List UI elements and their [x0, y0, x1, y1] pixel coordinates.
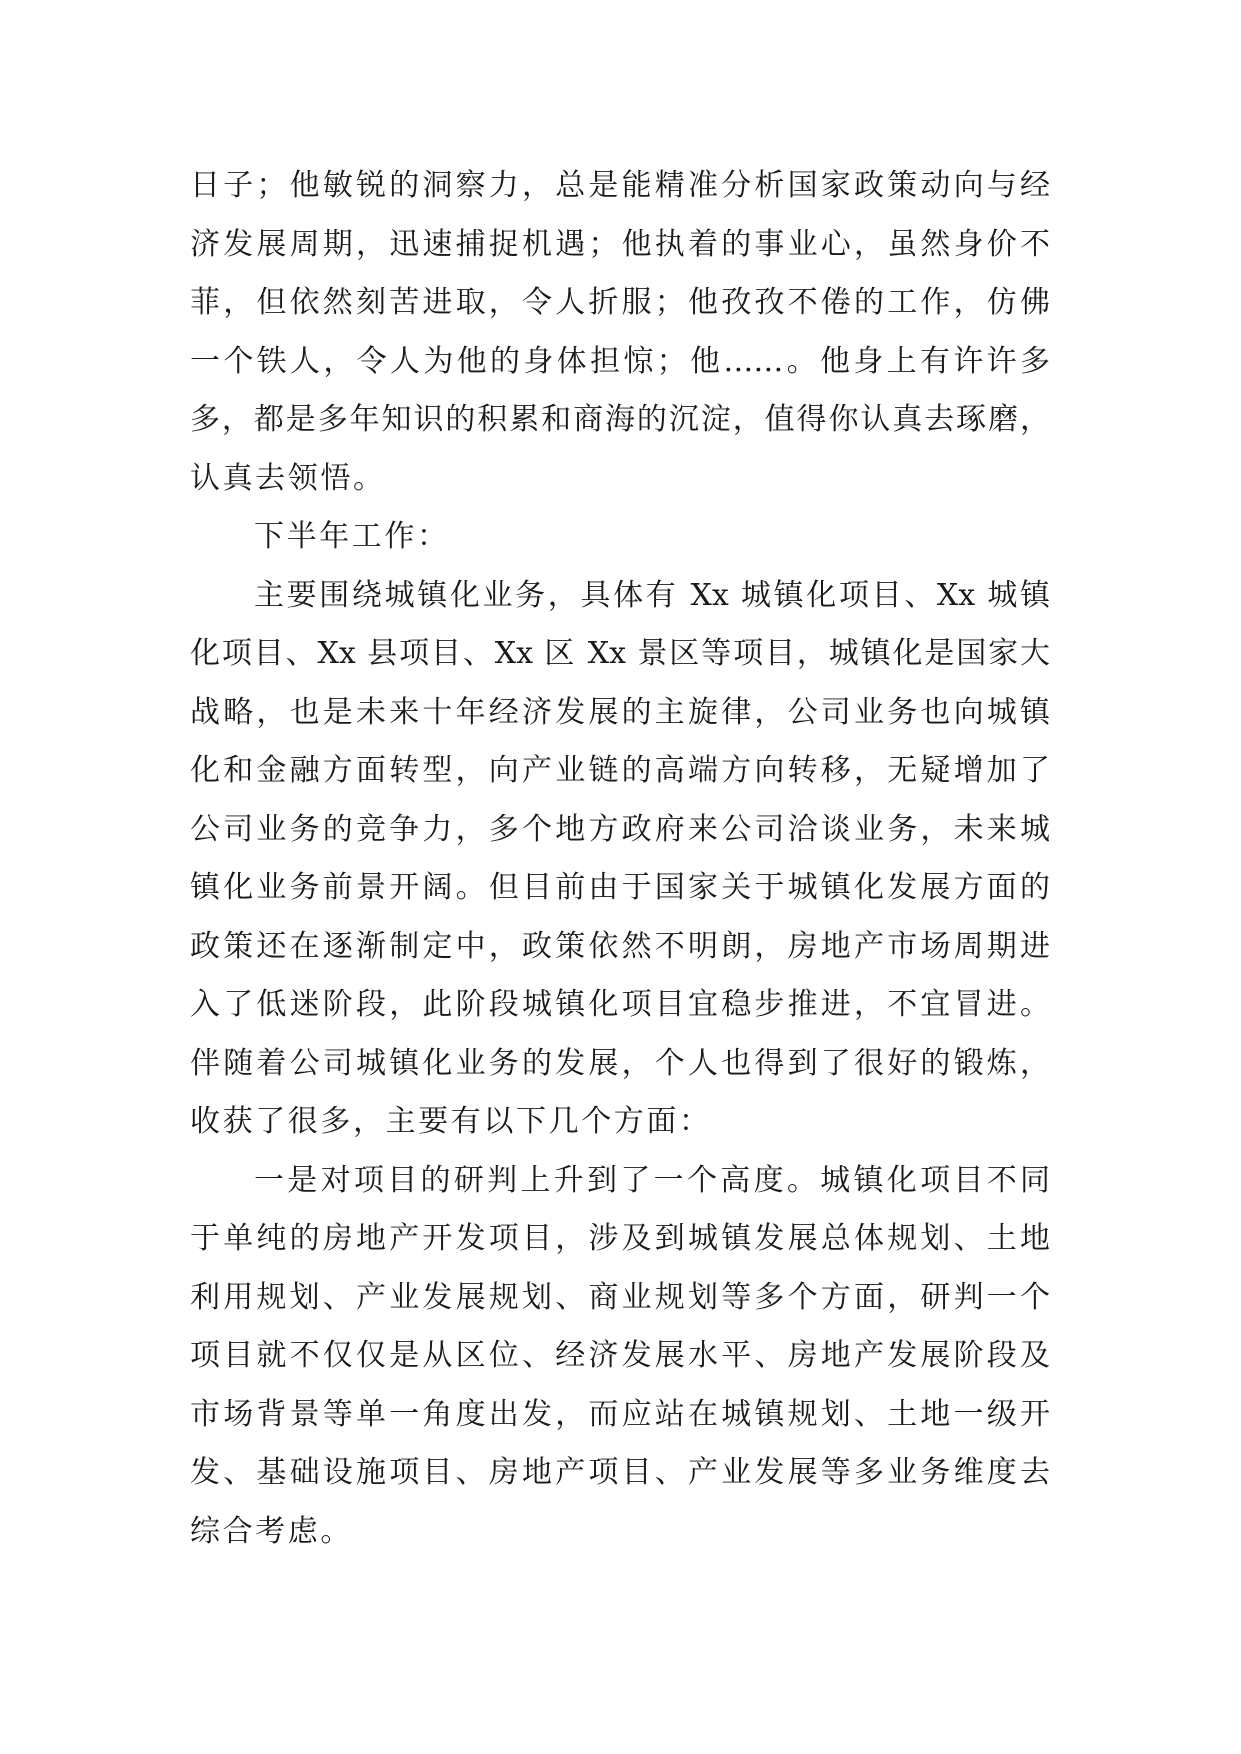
text-line: 公司业务的竞争力，多个地方政府来公司洽谈业务，未来城: [190, 811, 1050, 847]
text-line: 济发展周期，迅速捕捉机遇；他执着的事业心，虽然身价不: [190, 226, 1050, 262]
text-line: 收获了很多，主要有以下几个方面：: [190, 1104, 712, 1139]
text-line: 项目就不仅仅是从区位、经济发展水平、房地产发展阶段及: [190, 1338, 1050, 1373]
text-line: 化和金融方面转型，向产业链的高端方向转移，无疑增加了: [190, 753, 1050, 788]
text-line: 化项目、Xx 县项目、Xx 区 Xx 景区等项目，城镇化是国家大: [190, 636, 1050, 671]
text-line: 菲，但依然刻苦进取，令人折服；他孜孜不倦的工作，仿佛: [190, 285, 1050, 320]
text-line: 市场背景等单一角度出发，而应站在城镇规划、土地一级开: [190, 1396, 1050, 1432]
paragraph: [190, 157, 1050, 508]
text-line: 综合考虑。: [190, 1513, 353, 1549]
text-line: 入了低迷阶段，此阶段城镇化项目宜稳步推进，不宜冒进。: [190, 987, 1050, 1022]
text-line: 下半年工作：: [254, 519, 450, 554]
text-line: 利用规划、产业发展规划、商业规划等多个方面，研判一个: [190, 1279, 1050, 1315]
paragraph: [190, 567, 1050, 1152]
paragraph: [190, 508, 1050, 567]
paragraph: [190, 1152, 1050, 1562]
text-line: 伴随着公司城镇化业务的发展，个人也得到了很好的锻炼，: [190, 1045, 1050, 1081]
document-body: [190, 157, 1050, 1561]
text-line: 发、基础设施项目、房地产项目、产业发展等多业务维度去: [190, 1455, 1050, 1490]
text-line: 日子；他敏锐的洞察力，总是能精准分析国家政策动向与经: [190, 168, 1050, 203]
text-line: 政策还在逐渐制定中，政策依然不明朗，房地产市场周期进: [190, 928, 1050, 964]
text-line: 镇化业务前景开阔。但目前由于国家关于城镇化发展方面的: [190, 870, 1050, 905]
text-line: 战略，也是未来十年经济发展的主旋律，公司业务也向城镇: [190, 694, 1050, 730]
text-line: 多，都是多年知识的积累和商海的沉淀，值得你认真去琢磨，: [190, 402, 1050, 437]
text-line: 一是对项目的研判上升到了一个高度。城镇化项目不同: [254, 1162, 1050, 1198]
text-line: 一个铁人，令人为他的身体担惊；他……。他身上有许许多: [190, 343, 1050, 379]
text-line: 主要围绕城镇化业务，具体有 Xx 城镇化项目、Xx 城镇: [254, 577, 1050, 613]
text-line: 认真去领悟。: [190, 460, 386, 496]
text-line: 于单纯的房地产开发项目，涉及到城镇发展总体规划、土地: [190, 1221, 1050, 1256]
